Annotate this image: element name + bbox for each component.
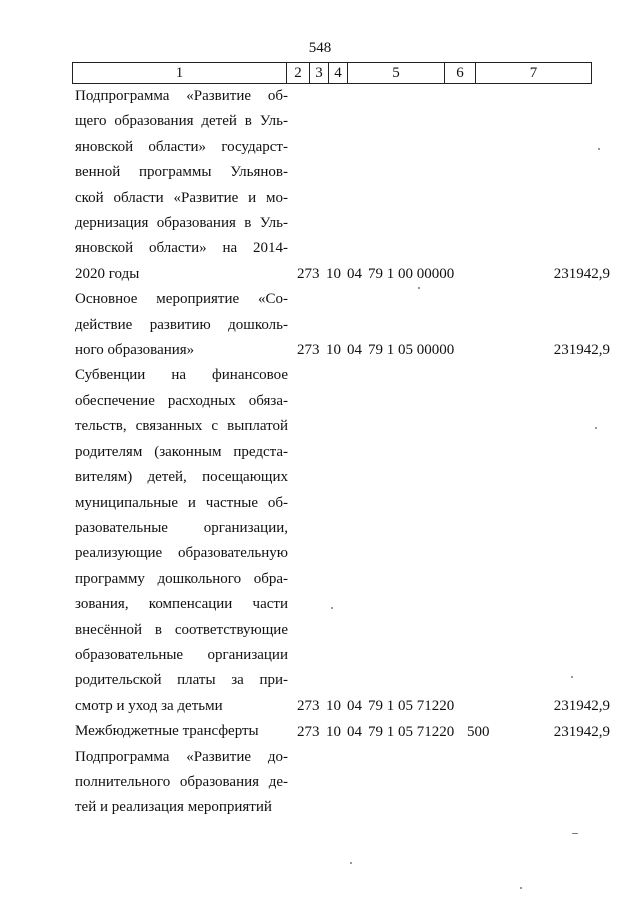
description-line: обеспечение расходных обяза- [75,392,288,409]
table-body [0,84,640,821]
column-header-row [73,63,592,84]
code-ministry: 273 [297,698,320,715]
code-expense-type: 500 [467,723,490,740]
description-line: Подпрограмма «Развитие до- [75,748,288,765]
code-target-article: 79 1 05 71220 [368,723,455,740]
row-amount: 231942,9 [553,266,610,283]
description-line: реализующие образовательную [75,545,288,562]
code-section: 10 [326,723,341,740]
row-description [75,745,288,821]
column-header-1: 1 [73,63,287,84]
code-subsection: 04 [347,698,362,715]
row-description [75,84,288,287]
column-header-2: 2 [287,63,310,84]
description-line: разовательные организации, [75,519,288,536]
description-line: щего образования детей в Уль- [75,113,288,130]
description-line: родителям (законным предста- [75,443,288,460]
row-description [75,287,288,363]
description-line: ской области «Развитие и мо- [75,189,288,206]
code-subsection: 04 [347,342,362,359]
code-section: 10 [326,342,341,359]
row-description [75,719,288,744]
code-ministry: 273 [297,723,320,740]
column-header-3: 3 [310,63,329,84]
row-amount: 231942,9 [553,698,610,715]
description-line: муниципальные и частные об- [75,494,288,511]
code-section: 10 [326,698,341,715]
row-amount: 231942,9 [553,723,610,740]
table-row [0,745,640,821]
description-line: венной программы Ульянов- [75,164,288,181]
description-line: смотр и уход за детьми [75,697,223,714]
column-header-table [72,62,592,84]
table-row [0,363,640,719]
description-line: действие развитию дошколь- [75,316,288,333]
description-line: Субвенции на финансовое [75,367,288,384]
description-line: образовательные организации [75,646,288,663]
description-line: родительской платы за при- [75,672,288,689]
description-line: Межбюджетные трансферты [75,723,259,740]
description-line: тей и реализация мероприятий [75,799,272,816]
column-header-5: 5 [348,63,445,84]
code-ministry: 273 [297,266,320,283]
description-line: вителям) детей, посещающих [75,469,288,486]
description-line: полнительного образования де- [75,773,288,790]
description-line: 2020 годы [75,265,140,282]
table-row [0,287,640,363]
code-subsection: 04 [347,723,362,740]
description-line: зования, компенсации части [75,596,288,613]
column-header-6: 6 [445,63,476,84]
description-line: Основное мероприятие «Со- [75,291,288,308]
table-row [0,84,640,287]
code-section: 10 [326,266,341,283]
page-number: 548 [308,40,332,56]
description-line: тельств, связанных с выплатой [75,418,288,435]
description-line: дернизация образования в Уль- [75,215,288,232]
column-header-7: 7 [476,63,592,84]
code-target-article: 79 1 05 71220 [368,698,455,715]
column-header-4: 4 [329,63,348,84]
code-target-article: 79 1 05 00000 [368,342,455,359]
description-line: яновской области» государст- [75,138,288,155]
description-line: Подпрограмма «Развитие об- [75,88,288,104]
row-description [75,363,288,719]
description-line: ного образования» [75,342,195,359]
row-amount: 231942,9 [553,342,610,359]
table-row [0,719,640,744]
code-ministry: 273 [297,342,320,359]
description-line: яновской области» на 2014- [75,240,288,257]
description-line: внесённой в соответствующие [75,621,288,638]
code-target-article: 79 1 00 00000 [368,266,455,283]
description-line: программу дошкольного обра- [75,570,288,587]
code-subsection: 04 [347,266,362,283]
